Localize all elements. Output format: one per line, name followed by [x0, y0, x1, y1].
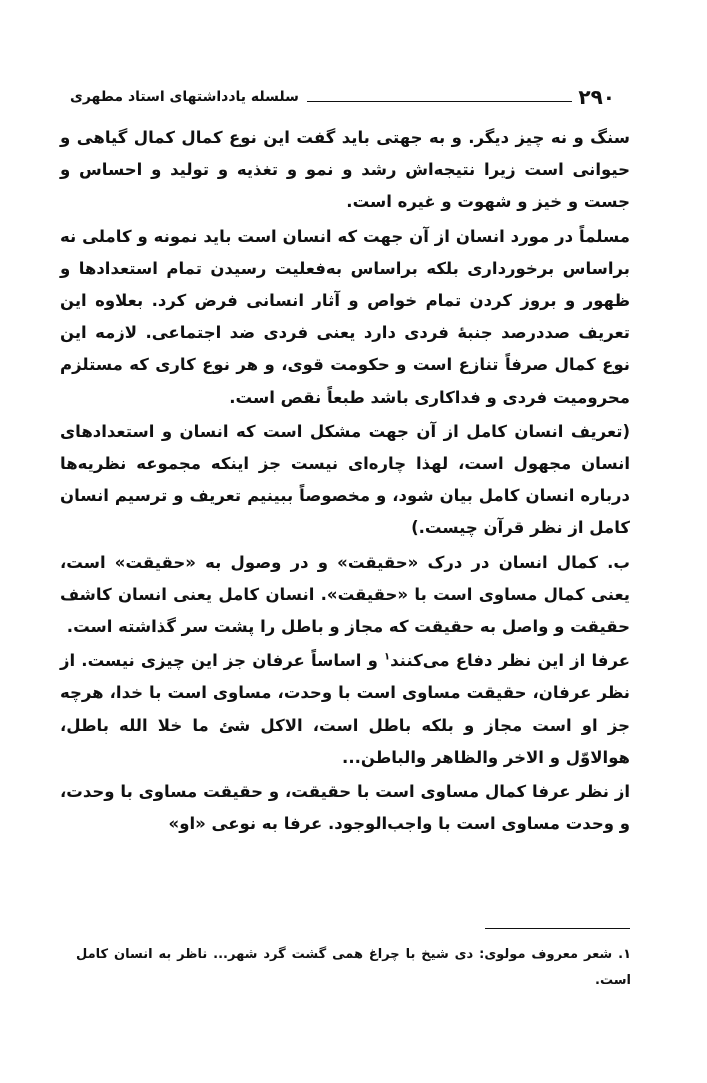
- paragraph-5-rest: و اساساً عرفان جز این چیزی نیست. از نظر عرفان، حقیقت مساوی است با وحدت، مساوی است با خدا، هرچه جز او است مجاز و بلکه باطل است، الاکل شئ ما خلا الله باطل، هوالاوّل و الاخر والظاهر والباطن...: [60, 651, 630, 767]
- paragraph-2: مسلماً در مورد انسان از آن جهت که انسان است باید نمونه و کاملی نه براساس برخورداری بلکه براساس به‌فعلیت رسیدن تمام استعدادها و ظهور و بروز کردن تمام خواص و آثار انسانی فرض کرد. بعلاوه این تعریف صددرصد جنبهٔ فردی دارد یعنی فردی ضد اجتماعی. لازمه این نوع کمال صرفاً تنازع است و حکومت قوی، و هر نوع کاری که مستلزم محرومیت فردی و فداکاری باشد طبعاً نقص است.: [60, 226, 630, 407]
- paragraph-5-start: عرفا از این نظر دفاع می‌کنند: [390, 651, 630, 671]
- paragraph-3: (تعریف انسان کامل از آن جهت مشکل است که انسان و استعدادهای انسان مجهول است، لهذا چاره‌ای نیست جز اینکه مجموعه نظریه‌ها درباره انسان کامل بیان شود، و مخصوصاً ببینیم تعریف و ترسیم انسان کامل از نظر قرآن چیست.): [60, 421, 630, 538]
- main-text: [60, 122, 630, 840]
- header-rule: [307, 101, 573, 102]
- paragraph-6: از نظر عرفا کمال مساوی است با حقیقت، و حقیقت مساوی با وحدت، و وحدت مساوی است با واجب‌الوجود. عرفا به نوعی «او»: [60, 782, 630, 834]
- paragraph-1: سنگ و نه چیز دیگر. و به جهتی باید گفت این نوع کمال کمال گیاهی و حیوانی است زیرا نتیجه‌اش رشد و نمو و تغذیه و تولید و احساس و جست و خیز و شهوت و غیره است.: [60, 128, 630, 212]
- page-header: [70, 78, 615, 108]
- paragraph-4: ب. کمال انسان در درک «حقیقت» و در وصول به «حقیقت» است، یعنی کمال مساوی است با «حقیقت». انسان کامل یعنی انسان کاشف حقیقت و واصل به حقیقت که مجاز و باطل را پشت سر گذاشته است.: [60, 552, 630, 637]
- footnote: ۱. شعر معروف مولوی: دی شیخ با چراغ همی گشت گرد شهر... ناظر به انسان کامل است.: [76, 947, 631, 988]
- running-title: سلسله یادداشتهای استاد مطهری: [70, 89, 299, 105]
- footnote-rule: [485, 928, 630, 929]
- paragraph-5: [60, 645, 630, 774]
- footnote-reference: ۱: [384, 651, 391, 663]
- page-number: ۲۹۰: [578, 85, 615, 109]
